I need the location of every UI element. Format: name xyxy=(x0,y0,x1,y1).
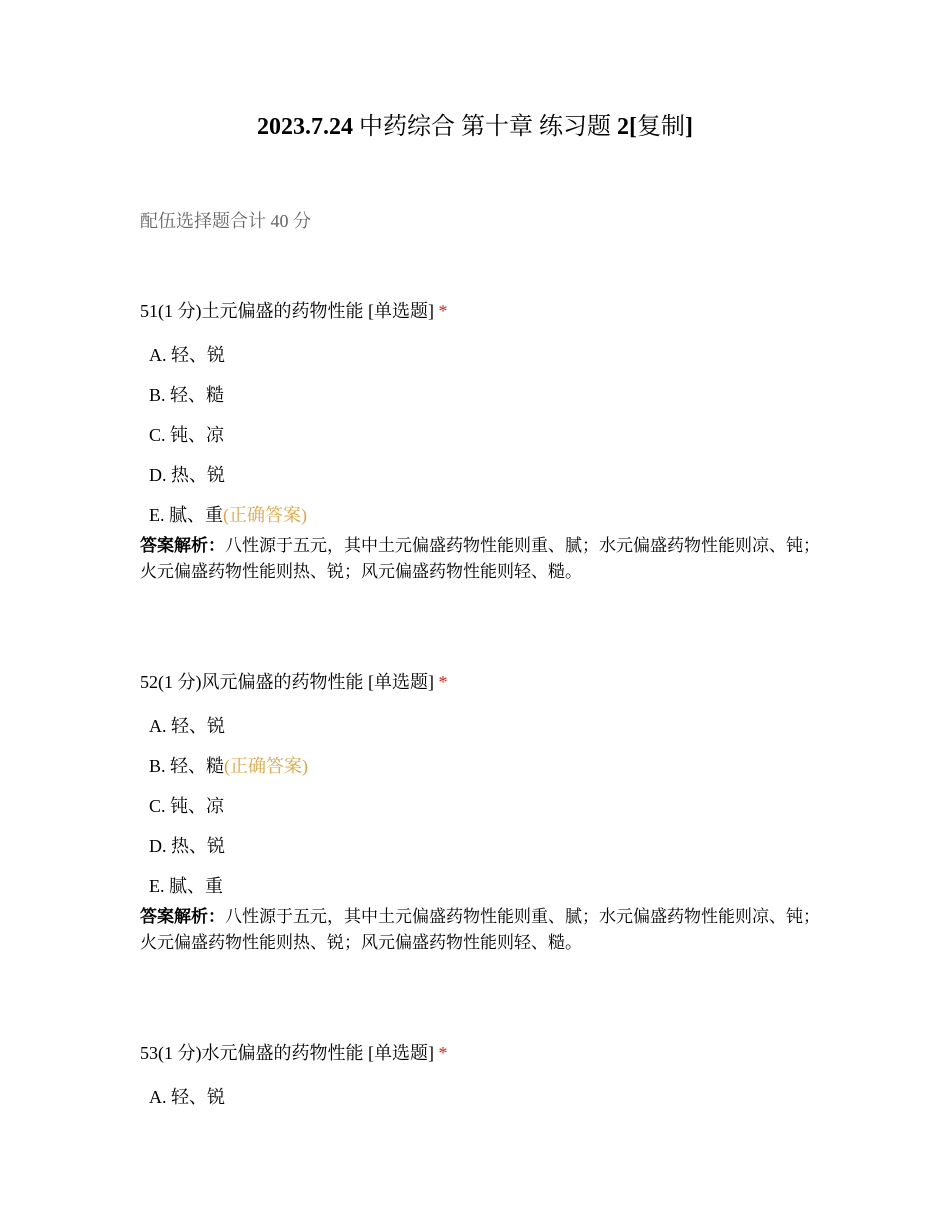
question-52 xyxy=(140,669,830,956)
option-e xyxy=(140,502,830,528)
question-title xyxy=(140,1040,830,1066)
title-bracket-close: ] xyxy=(685,114,693,140)
analysis-text: 八性源于五元，其中土元偏盛药物性能则重、腻；水元偏盛药物性能则凉、钝；火元偏盛药物性能则热、锐；风元偏盛药物性能则轻、糙。 xyxy=(140,907,820,953)
analysis-label: 答案解析： xyxy=(140,536,225,556)
correct-answer-label: (正确答案) xyxy=(224,756,309,776)
required-mark: * xyxy=(438,301,448,321)
option-b xyxy=(140,382,830,408)
question-title-text: 53(1 分)水元偏盛的药物性能 [单选题] xyxy=(140,1043,439,1063)
option-text: E. 腻、重 xyxy=(149,876,223,896)
option-a xyxy=(140,342,830,368)
title-copy-label: 复制 xyxy=(637,114,685,140)
question-title xyxy=(140,669,830,695)
option-text: C. 钝、凉 xyxy=(149,425,225,445)
page-title xyxy=(0,112,950,142)
option-a xyxy=(140,713,830,739)
correct-answer-label: (正确答案) xyxy=(223,505,307,525)
option-text: A. 轻、锐 xyxy=(149,716,225,736)
question-title xyxy=(140,298,830,324)
question-51 xyxy=(140,298,830,585)
option-c xyxy=(140,422,830,448)
required-mark: * xyxy=(438,1043,448,1063)
option-list xyxy=(140,342,830,528)
analysis-label: 答案解析： xyxy=(140,907,225,927)
question-title-text: 51(1 分)土元偏盛的药物性能 [单选题] xyxy=(140,301,439,321)
required-mark: * xyxy=(438,672,448,692)
option-b xyxy=(140,753,830,779)
option-a xyxy=(140,1084,830,1110)
option-d xyxy=(140,462,830,488)
option-list xyxy=(140,1084,830,1110)
title-number: 2[ xyxy=(617,114,637,140)
question-53 xyxy=(140,1040,830,1124)
title-text: 中药综合 第十章 练习题 xyxy=(353,114,617,140)
option-list xyxy=(140,713,830,899)
option-c xyxy=(140,793,830,819)
option-text: A. 轻、锐 xyxy=(149,1087,225,1107)
question-title-text: 52(1 分)风元偏盛的药物性能 [单选题] xyxy=(140,672,439,692)
option-text: B. 轻、糙 xyxy=(149,756,225,776)
option-text: D. 热、锐 xyxy=(149,836,225,856)
option-d xyxy=(140,833,830,859)
option-text: A. 轻、锐 xyxy=(149,345,225,365)
option-e xyxy=(140,873,830,899)
section-heading: 配伍选择题合计 40 分 xyxy=(140,211,311,231)
title-date: 2023.7.24 xyxy=(257,114,353,140)
option-text: E. 腻、重 xyxy=(149,505,223,525)
analysis-text: 八性源于五元，其中土元偏盛药物性能则重、腻；水元偏盛药物性能则凉、钝；火元偏盛药物性能则热、锐；风元偏盛药物性能则轻、糙。 xyxy=(140,536,820,582)
option-text: D. 热、锐 xyxy=(149,465,225,485)
option-text: C. 钝、凉 xyxy=(149,796,225,816)
answer-analysis xyxy=(140,533,830,585)
answer-analysis xyxy=(140,904,830,956)
option-text: B. 轻、糙 xyxy=(149,385,225,405)
